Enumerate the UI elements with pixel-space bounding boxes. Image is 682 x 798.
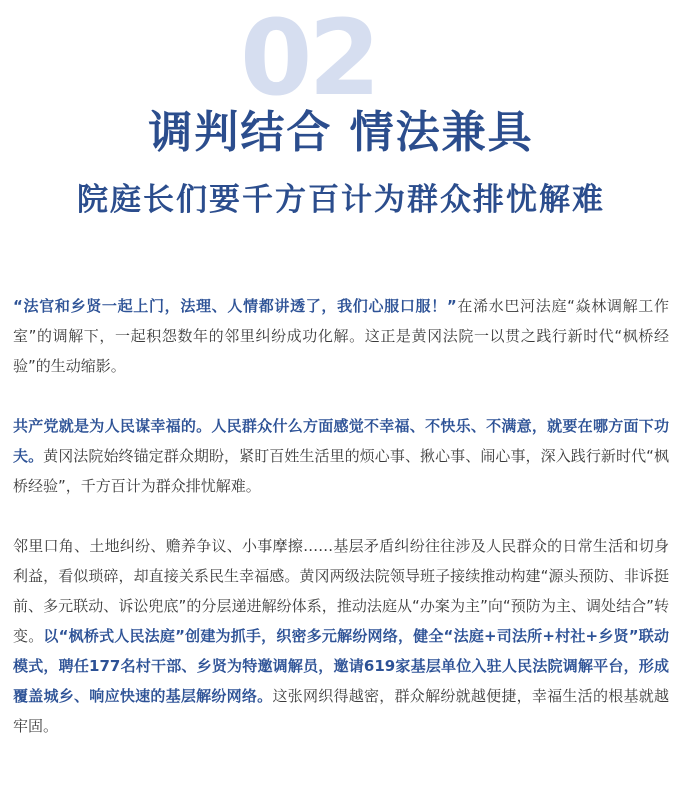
section-header bbox=[0, 0, 682, 240]
paragraph-3 bbox=[13, 531, 669, 741]
paragraph-1-quote: “法官和乡贤一起上门，法理、人情都讲透了，我们心服口服！” bbox=[13, 297, 457, 315]
paragraph-3-text-after: 这张网织得越密，群众解纷就越便捷，幸福生活的根基就越牢固。 bbox=[13, 687, 669, 735]
section-subtitle: 院庭长们要千方百计为群众排忧解难 bbox=[77, 182, 605, 218]
article-body bbox=[13, 291, 669, 771]
section-title: 调判结合 情法兼具 bbox=[148, 107, 534, 158]
paragraph-2-text: 黄冈法院始终锚定群众期盼，紧盯百姓生活里的烦心事、揪心事、闹心事，深入践行新时代“枫桥经验”，千方百计为群众排忧解难。 bbox=[13, 447, 669, 495]
paragraph-1 bbox=[13, 291, 669, 381]
paragraph-3-highlight: 以“枫桥式人民法庭”创建为抓手，织密多元解纷网络，健全“法庭+司法所+村社+乡贤”联动模式，聘任177名村干部、乡贤为特邀调解员，邀请619家基层单位入驻人民法院调解平台，形成覆盖城乡、响应快速的基层解纷网络。 bbox=[13, 627, 669, 705]
paragraph-3-text-before: 邻里口角、土地纠纷、赡养争议、小事摩擦……基层矛盾纠纷往往涉及人民群众的日常生活和切身利益，看似琐碎，却直接关系民生幸福感。黄冈两级法院领导班子接续推动构建“源头预防、非诉挺前、多元联动、诉讼兜底”的分层递进解纷体系，推动法庭从“办案为主”向“预防为主、调处结合”转变。 bbox=[13, 537, 669, 645]
paragraph-1-text: 在浠水巴河法庭“焱林调解工作室”的调解下，一起积怨数年的邻里纠纷成功化解。这正是黄冈法院一以贯之践行新时代“枫桥经验”的生动缩影。 bbox=[13, 297, 669, 375]
paragraph-2-highlight: 共产党就是为人民谋幸福的。人民群众什么方面感觉不幸福、不快乐、不满意，就要在哪方面下功夫。 bbox=[13, 417, 669, 465]
section-number: 02 bbox=[240, 0, 377, 119]
paragraph-2 bbox=[13, 411, 669, 501]
